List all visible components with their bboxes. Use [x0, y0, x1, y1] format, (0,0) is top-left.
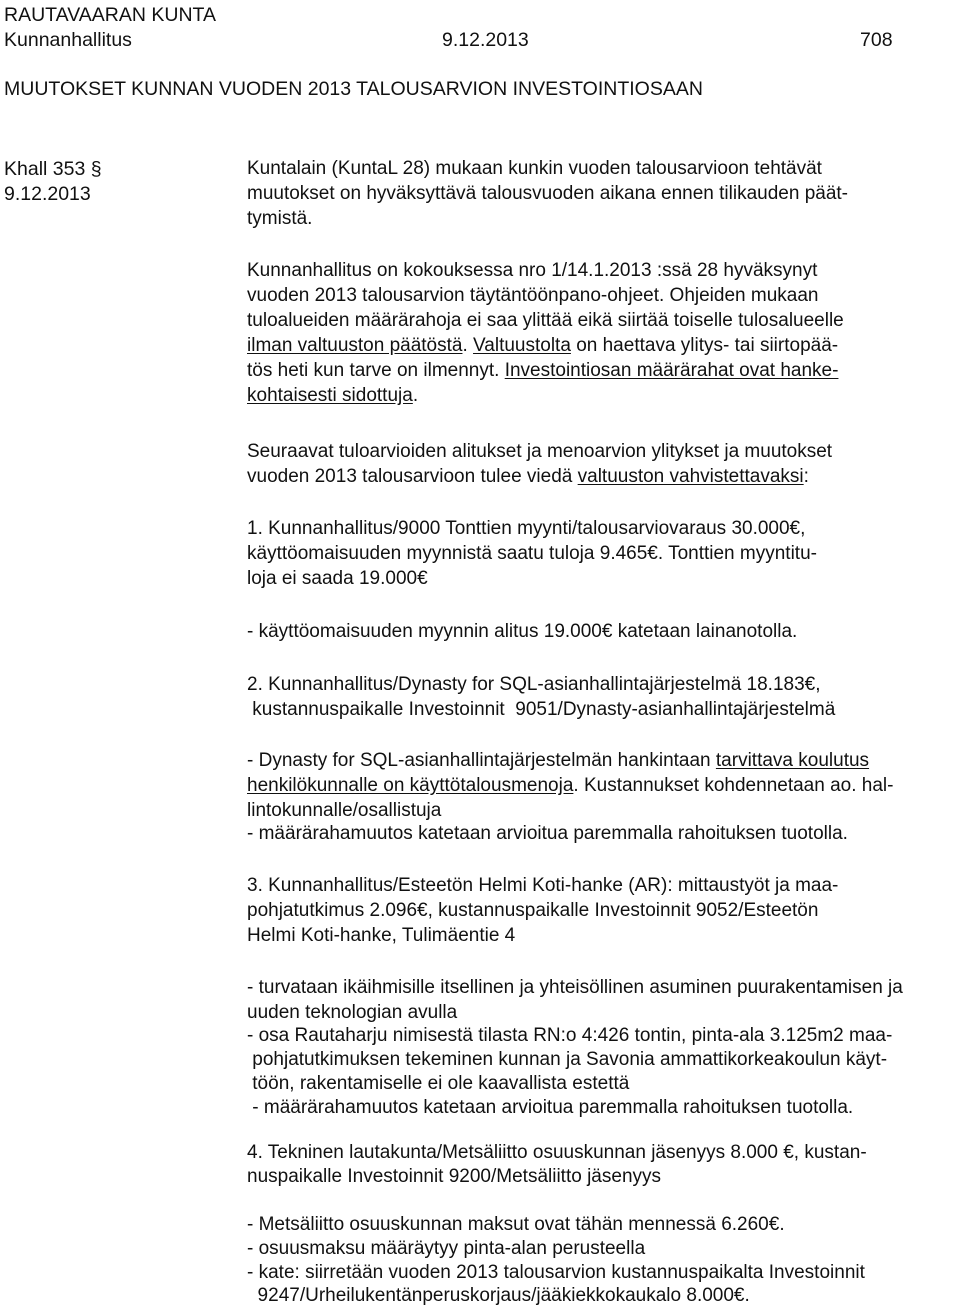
header-date: 9.12.2013: [442, 29, 529, 51]
item1-line-2: käyttöomaisuuden myynnistä saatu tuloja 9.465€. Tonttien myyntitu-: [247, 543, 817, 564]
item2-line-2: kustannuspaikalle Investoinnit 9051/Dynasty-asianhallintajärjestelmä: [247, 699, 836, 720]
p3-line-2: vuoden 2013 talousarvioon tulee viedä valtuuston vahvistettavaksi:: [247, 466, 809, 487]
item1-note: - käyttöomaisuuden myynnin alitus 19.000€ katetaan lainanotolla.: [247, 621, 798, 642]
item3-note-1: - turvataan ikäihmisille itsellinen ja yhteisöllinen asuminen puurakentamisen ja: [247, 977, 903, 998]
p3-line-1: Seuraavat tuloarvioiden alitukset ja menoarvion ylitykset ja muutokset: [247, 441, 833, 462]
item4-note-3: - kate: siirretään vuoden 2013 talousarvion kustannuspaikalta Investoinnit: [247, 1262, 865, 1283]
p2-line-6: kohtaisesti sidottuja.: [247, 385, 419, 406]
item1-line-1: 1. Kunnanhallitus/9000 Tonttien myynti/talousarviovaraus 30.000€,: [247, 518, 806, 539]
item3-note-4: pohjatutkimuksen tekeminen kunnan ja Savonia ammattikorkeakoulun käyt-: [247, 1049, 888, 1070]
section-date: 9.12.2013: [4, 183, 91, 205]
page-number: 708: [860, 29, 893, 51]
council-decision-link: ilman valtuuston päätöstä: [247, 335, 463, 356]
item1-line-3: loja ei saada 19.000€: [247, 568, 428, 589]
item3-line-2: pohjatutkimus 2.096€, kustannuspaikalle Investoinnit 9052/Esteetön: [247, 900, 819, 921]
item3-line-3: Helmi Koti-hanke, Tulimäentie 4: [247, 925, 516, 946]
p1-line-1: Kuntalain (KuntaL 28) mukaan kunkin vuoden talousarvioon tehtävät: [247, 158, 822, 179]
p1-line-2: muutokset on hyväksyttävä talousvuoden aikana ennen tilikauden päät-: [247, 183, 849, 204]
item4-line-2: nuspaikalle Investoinnit 9200/Metsäliitto jäsenyys: [247, 1166, 662, 1187]
p2-line-3: tuloalueiden määrärahoja ei saa ylittää eikä siirtää toiselle tulosalueelle: [247, 310, 844, 331]
document-title: MUUTOKSET KUNNAN VUODEN 2013 TALOUSARVION INVESTOINTIOSAAN: [4, 78, 703, 100]
item3-note-2: uuden teknologian avulla: [247, 1002, 458, 1023]
p1-line-3: tymistä.: [247, 208, 313, 229]
council-term: Valtuustolta: [473, 335, 571, 356]
item2-note-line-3: lintokunnalle/osallistuja: [247, 800, 442, 821]
investment-binding-note: Investointiosan määrärahat ovat hanke-: [504, 360, 839, 381]
municipality-name: RAUTAVAARAN KUNTA: [4, 4, 216, 26]
item2-note-line-4: - määrärahamuutos katetaan arvioitua paremmalla rahoituksen tuotolla.: [247, 823, 848, 844]
section-reference: Khall 353 §: [4, 158, 102, 180]
item2-line-1: 2. Kunnanhallitus/Dynasty for SQL-asianhallintajärjestelmä 18.183€,: [247, 674, 821, 695]
p2-line-5: tös heti kun tarve on ilmennyt. Investointiosan määrärahat ovat hanke-: [247, 360, 839, 381]
item3-note-3: - osa Rautaharju nimisestä tilasta RN:o 4:426 tontin, pinta-ala 3.125m2 maa-: [247, 1025, 893, 1046]
item2-note-line-2: henkilökunnalle on käyttötalousmenoja. Kustannukset kohdennetaan ao. hal-: [247, 775, 894, 796]
body-name: Kunnanhallitus: [4, 29, 132, 51]
council-approval-term: valtuuston vahvistettavaksi: [577, 466, 804, 487]
item4-note-4: 9247/Urheilukentänperuskorjaus/jääkiekkokaukalo 8.000€.: [247, 1285, 750, 1306]
item4-line-1: 4. Tekninen lautakunta/Metsäliitto osuuskunnan jäsenyys 8.000 €, kustan-: [247, 1142, 867, 1163]
item4-note-2: - osuusmaksu määräytyy pinta-alan perusteella: [247, 1238, 646, 1259]
item4-note-1: - Metsäliitto osuuskunnan maksut ovat tähän mennessä 6.260€.: [247, 1214, 785, 1235]
p2-line-4: ilman valtuuston päätöstä. Valtuustolta on haettava ylitys- tai siirtopää-: [247, 335, 839, 356]
item3-line-1: 3. Kunnanhallitus/Esteetön Helmi Koti-hanke (AR): mittaustyöt ja maa-: [247, 875, 839, 896]
item3-note-6: - määrärahamuutos katetaan arvioitua paremmalla rahoituksen tuotolla.: [247, 1097, 854, 1118]
item3-note-5: töön, rakentamiselle ei ole kaavallista estettä: [247, 1073, 630, 1094]
p2-line-1: Kunnanhallitus on kokouksessa nro 1/14.1.2013 :ssä 28 hyväksynyt: [247, 260, 818, 281]
item2-note-line-1: - Dynasty for SQL-asianhallintajärjestelmän hankintaan tarvittava koulutus: [247, 750, 870, 771]
p2-line-2: vuoden 2013 talousarvion täytäntöönpano-ohjeet. Ohjeiden mukaan: [247, 285, 819, 306]
